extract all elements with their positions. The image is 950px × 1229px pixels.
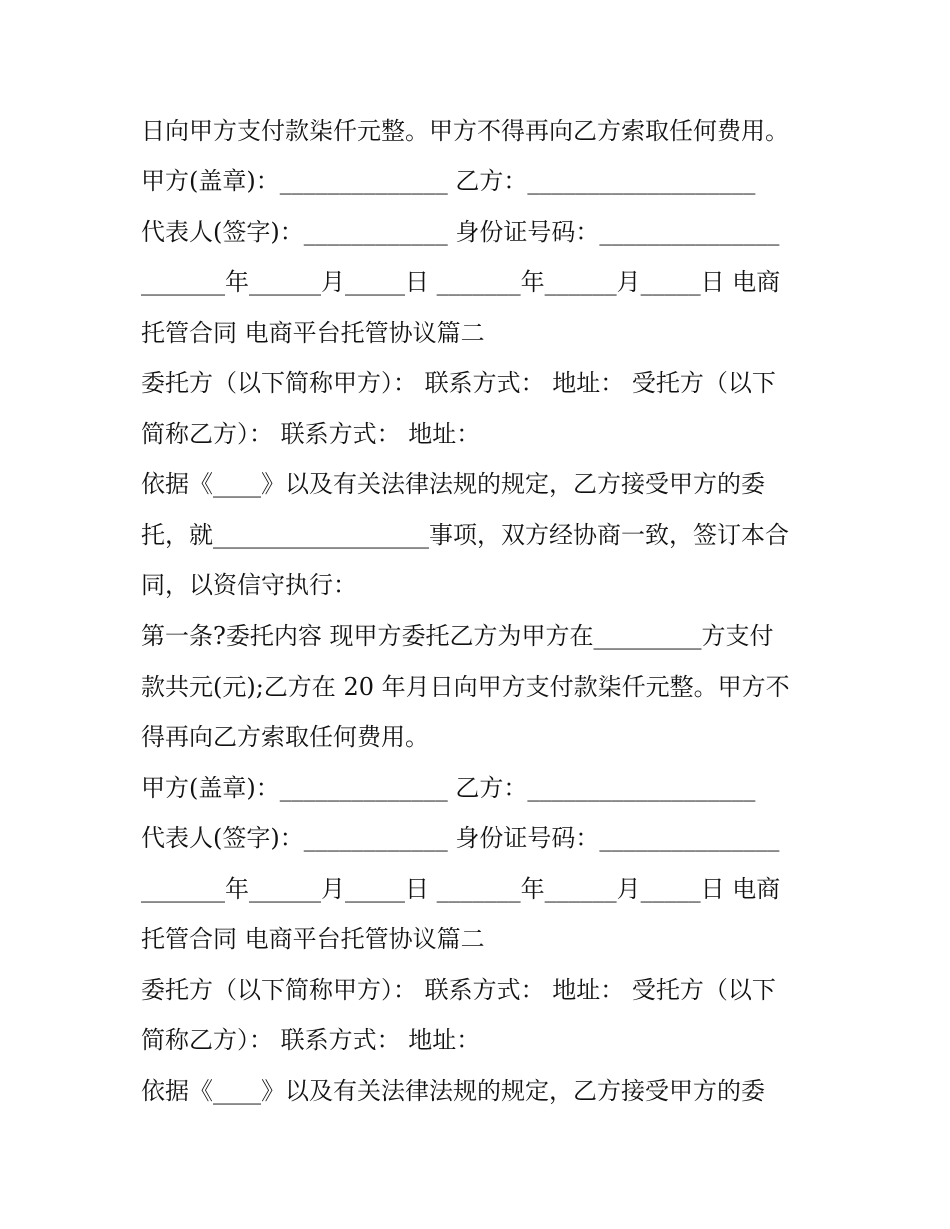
text-line: 第一条?委托内容 现甲方委托乙方为甲方在_________方支付 <box>141 622 774 650</box>
text-line: 依据《____》以及有关法律法规的规定，乙方接受甲方的委 <box>141 1077 765 1105</box>
text-line: 托，就__________________事项，双方经协商一致，签订本合 <box>141 521 789 549</box>
text-line: 同，以资信守执行： <box>141 571 357 599</box>
text-line: 代表人(签字)：____________ 身份证号码：_______________ <box>141 218 780 246</box>
text-line: 甲方(盖章)：______________ 乙方：___________________ <box>141 167 756 195</box>
text-line: 委托方（以下简称甲方）： 联系方式： 地址： 受托方（以下 <box>141 369 776 397</box>
text-line: 得再向乙方索取任何费用。 <box>141 723 429 751</box>
text-line: 委托方（以下简称甲方）： 联系方式： 地址： 受托方（以下 <box>141 976 776 1004</box>
text-line: 代表人(签字)：____________ 身份证号码：_______________ <box>141 824 780 852</box>
text-line: _______年______月_____日 _______年______月_____日 电商 <box>141 268 781 296</box>
text-line: 甲方(盖章)：______________ 乙方：___________________ <box>141 774 756 802</box>
text-line: 日向甲方支付款柒仟元整。甲方不得再向乙方索取任何费用。 <box>141 117 789 145</box>
text-line: 托管合同 电商平台托管协议篇二 <box>141 925 485 953</box>
text-line: 依据《____》以及有关法律法规的规定，乙方接受甲方的委 <box>141 470 765 498</box>
text-line: _______年______月_____日 _______年______月_____日 电商 <box>141 875 781 903</box>
text-line: 款共元(元);乙方在 20 年月日向甲方支付款柒仟元整。甲方不 <box>141 673 790 701</box>
text-line: 简称乙方）： 联系方式： 地址： <box>141 420 481 448</box>
text-line: 简称乙方）： 联系方式： 地址： <box>141 1026 481 1054</box>
text-line: 托管合同 电商平台托管协议篇二 <box>141 319 485 347</box>
